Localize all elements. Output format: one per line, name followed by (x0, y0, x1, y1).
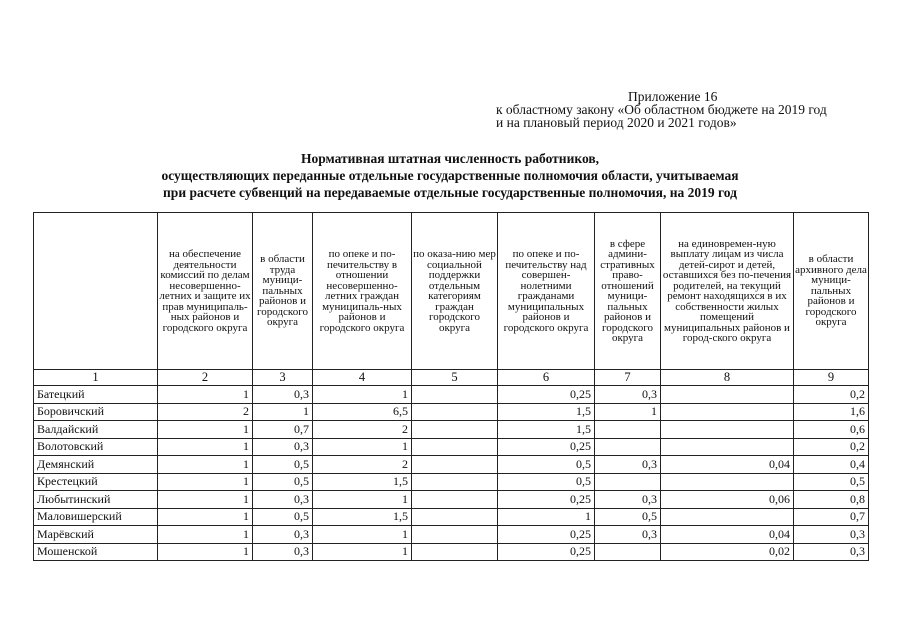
value-cell: 0,25 (498, 526, 595, 544)
value-cell (661, 508, 794, 526)
value-cell: 0,04 (661, 526, 794, 544)
value-cell: 0,6 (794, 421, 869, 439)
header-cell: в области труда муници-пальных районов и городского округа (253, 213, 313, 370)
value-cell: 0,25 (498, 491, 595, 509)
title-line-2: осуществляющих переданные отдельные государственные полномочия области, учитываемая (161, 168, 739, 183)
value-cell: 0,8 (794, 491, 869, 509)
value-cell: 0,25 (498, 386, 595, 404)
value-cell (412, 508, 498, 526)
column-number: 4 (313, 370, 412, 386)
value-cell (661, 438, 794, 456)
value-cell: 1 (158, 473, 253, 491)
value-cell (412, 386, 498, 404)
value-cell: 1 (158, 386, 253, 404)
value-cell: 1,5 (498, 403, 595, 421)
value-cell: 0,25 (498, 543, 595, 561)
district-name: Крестецкий (34, 473, 158, 491)
title-line-3: при расчете субвенций на передаваемые отдельные государственные полномочия, на 2019 год (163, 185, 737, 200)
appendix-header (496, 90, 896, 129)
value-cell: 0,25 (498, 438, 595, 456)
value-cell: 0,3 (595, 491, 661, 509)
column-number: 5 (412, 370, 498, 386)
column-number: 1 (34, 370, 158, 386)
column-number: 6 (498, 370, 595, 386)
value-cell (595, 438, 661, 456)
value-cell (412, 473, 498, 491)
value-cell: 0,3 (595, 526, 661, 544)
value-cell: 0,5 (498, 473, 595, 491)
value-cell: 0,5 (794, 473, 869, 491)
value-cell: 0,3 (253, 386, 313, 404)
appendix-law-line-1: к областному закону «Об областном бюджете на 2019 год (496, 102, 827, 117)
value-cell (661, 386, 794, 404)
value-cell: 1 (313, 386, 412, 404)
value-cell: 0,3 (253, 438, 313, 456)
header-cell: по опеке и по-печительству над совершен-нолетними гражданами муниципальных районов и городского округа (498, 213, 595, 370)
value-cell: 0,5 (253, 456, 313, 474)
value-cell: 1,5 (313, 508, 412, 526)
value-cell: 0,3 (595, 456, 661, 474)
district-name: Волотовский (34, 438, 158, 456)
value-cell: 0,5 (595, 508, 661, 526)
table-row (34, 456, 869, 474)
district-name: Мошенской (34, 543, 158, 561)
value-cell: 1 (158, 438, 253, 456)
appendix-law-line-2: и на плановый период 2020 и 2021 годов» (496, 115, 737, 130)
table-row (34, 491, 869, 509)
table-row (34, 473, 869, 491)
value-cell: 1 (313, 491, 412, 509)
value-cell (412, 403, 498, 421)
value-cell: 0,3 (253, 491, 313, 509)
value-cell: 1 (158, 491, 253, 509)
value-cell: 2 (313, 456, 412, 474)
table-row (34, 543, 869, 561)
value-cell: 1 (313, 526, 412, 544)
value-cell: 0,5 (498, 456, 595, 474)
table-row (34, 438, 869, 456)
value-cell: 1 (158, 543, 253, 561)
header-cell: в сфере админи-стративных право-отношений муници-пальных районов и городского округа (595, 213, 661, 370)
value-cell: 0,5 (253, 473, 313, 491)
header-cell: по оказа-нию мер социальной поддержки отдельным категориям граждан городского округа (412, 213, 498, 370)
value-cell (412, 438, 498, 456)
value-cell: 1,6 (794, 403, 869, 421)
value-cell (412, 491, 498, 509)
value-cell (412, 421, 498, 439)
table-row (34, 403, 869, 421)
header-cell: на обеспечение деятельности комиссий по делам несовершенно-летних и защите их прав муниципаль-ных районов и городского округа (158, 213, 253, 370)
district-name: Маловишерский (34, 508, 158, 526)
value-cell (412, 526, 498, 544)
appendix-number: Приложение 16 (628, 89, 718, 104)
value-cell: 1 (253, 403, 313, 421)
value-cell: 0,2 (794, 386, 869, 404)
value-cell: 1 (595, 403, 661, 421)
value-cell: 1 (158, 456, 253, 474)
value-cell: 0,3 (253, 543, 313, 561)
value-cell: 0,5 (253, 508, 313, 526)
value-cell: 0,7 (794, 508, 869, 526)
value-cell: 0,06 (661, 491, 794, 509)
district-name: Боровичский (34, 403, 158, 421)
staffing-table (33, 212, 869, 561)
value-cell: 1 (498, 508, 595, 526)
value-cell (412, 456, 498, 474)
value-cell: 1,5 (498, 421, 595, 439)
column-number: 3 (253, 370, 313, 386)
column-number: 7 (595, 370, 661, 386)
value-cell (595, 421, 661, 439)
value-cell: 1,5 (313, 473, 412, 491)
value-cell (595, 543, 661, 561)
value-cell: 2 (158, 403, 253, 421)
value-cell: 0,02 (661, 543, 794, 561)
district-name: Демянский (34, 456, 158, 474)
header-cell (34, 213, 158, 370)
table-row (34, 386, 869, 404)
table-header-row (34, 213, 869, 370)
value-cell: 1 (313, 543, 412, 561)
value-cell: 0,2 (794, 438, 869, 456)
table-row (34, 421, 869, 439)
value-cell: 2 (313, 421, 412, 439)
district-name: Валдайский (34, 421, 158, 439)
column-number: 2 (158, 370, 253, 386)
value-cell (661, 421, 794, 439)
column-number: 9 (794, 370, 869, 386)
value-cell: 1 (158, 526, 253, 544)
value-cell (661, 403, 794, 421)
value-cell: 0,04 (661, 456, 794, 474)
header-cell: на единовремен-ную выплату лицам из числа детей-сирот и детей, оставшихся без по-печения родителей, на текущий ремонт находящихся в их собственности жилых помещений муниципальных районов и город-ского округа (661, 213, 794, 370)
value-cell (412, 543, 498, 561)
value-cell (595, 473, 661, 491)
column-number-row (34, 370, 869, 386)
value-cell: 0,3 (253, 526, 313, 544)
document-title (60, 150, 840, 201)
district-name: Марёвский (34, 526, 158, 544)
header-cell: в области архивного дела муници-пальных районов и городского округа (794, 213, 869, 370)
value-cell: 0,3 (794, 526, 869, 544)
value-cell: 0,4 (794, 456, 869, 474)
value-cell (661, 473, 794, 491)
value-cell: 1 (313, 438, 412, 456)
value-cell: 0,3 (794, 543, 869, 561)
district-name: Любытинский (34, 491, 158, 509)
value-cell: 0,7 (253, 421, 313, 439)
value-cell: 0,3 (595, 386, 661, 404)
value-cell: 1 (158, 421, 253, 439)
column-number: 8 (661, 370, 794, 386)
table-row (34, 526, 869, 544)
value-cell: 1 (158, 508, 253, 526)
title-line-1: Нормативная штатная численность работников, (300, 151, 600, 166)
header-cell: по опеке и по-печительству в отношении несовершенно-летних граждан муниципаль-ных районов и городского округа (313, 213, 412, 370)
value-cell: 6,5 (313, 403, 412, 421)
district-name: Батецкий (34, 386, 158, 404)
table-row (34, 508, 869, 526)
